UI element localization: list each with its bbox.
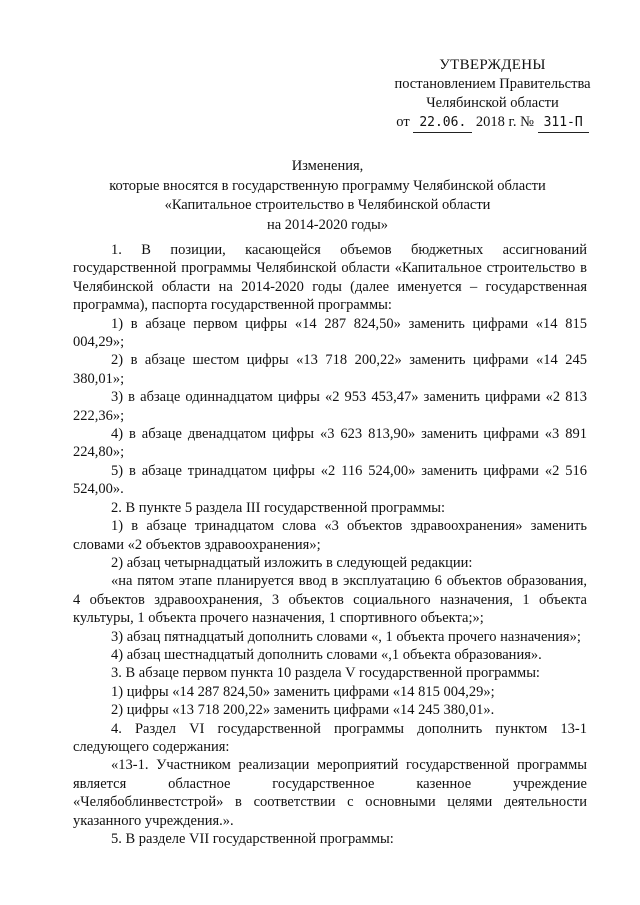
paragraph: «на пятом этапе планируется ввод в эксплуатацию 6 объектов образования, 4 объектов здравоохранения, 3 объектов социального назначения, 1 объекта культуры, 1 объекта прочего назначения, 1 спортивного объекта;»; <box>73 573 587 627</box>
paragraph: 1. В позиции, касающейся объемов бюджетных ассигнований государственной программы Челябинской области «Капитальное строительство в Челябинской области на 2014-2020 годы (далее именуется – государственная программа), паспорта государственной программы: <box>73 242 587 314</box>
paragraph: 2. В пункте 5 раздела III государственной программы: <box>111 499 446 516</box>
heading-line-2: которые вносятся в государственную программу Челябинской области <box>109 177 546 194</box>
paragraph: 5) в абзаце тринадцатом цифры «2 116 524,00» заменить цифрами «2 516 524,00». <box>73 462 587 498</box>
paragraph: 4. Раздел VI государственной программы дополнить пунктом 13-1 следующего содержания: <box>73 720 587 755</box>
paragraph: 2) абзац четырнадцатый изложить в следующей редакции: <box>111 554 473 571</box>
heading-line-3: «Капитальное строительство в Челябинской области <box>164 197 491 213</box>
paragraph: 3) абзац пятнадцатый дополнить словами «, 1 объекта прочего назначения»; <box>111 628 581 645</box>
document-heading <box>70 157 585 235</box>
document-body <box>73 241 587 848</box>
approval-number: 311-П <box>538 113 589 133</box>
paragraph: 3. В абзаце первом пункта 10 раздела V государственной программы: <box>111 665 540 682</box>
heading-line-1: Изменения, <box>291 158 364 174</box>
date-prefix: от <box>396 114 410 130</box>
approval-stamp <box>380 56 605 133</box>
approval-title: УТВЕРЖДЕНЫ <box>439 57 546 73</box>
approval-line-1: постановлением Правительства <box>394 76 591 92</box>
approval-date: 22.06. <box>413 113 472 133</box>
paragraph: 2) в абзаце шестом цифры «13 718 200,22» заменить цифрами «14 245 380,01»; <box>73 352 587 387</box>
paragraph: 2) цифры «13 718 200,22» заменить цифрами «14 245 380,01». <box>111 702 495 719</box>
paragraph: 4) в абзаце двенадцатом цифры «3 623 813,90» заменить цифрами «3 891 224,80»; <box>73 426 587 461</box>
paragraph: 1) в абзаце первом цифры «14 287 824,50» заменить цифрами «14 815 004,29»; <box>73 315 587 351</box>
paragraph: 3) в абзаце одиннадцатом цифры «2 953 453,47» заменить цифрами «2 813 222,36»; <box>73 389 587 424</box>
heading-line-4: на 2014-2020 годы» <box>266 216 389 233</box>
paragraph: 4) абзац шестнадцатый дополнить словами «,1 объекта образования». <box>111 646 542 663</box>
approval-date-line <box>380 113 605 133</box>
paragraph: «13-1. Участником реализации мероприятий государственной программы является областное государственное казенное учреждение «Челябоблинвестстрой» в соответствии с основными целями деятельности указанного учреждения.». <box>73 757 587 829</box>
paragraph: 1) цифры «14 287 824,50» заменить цифрами «14 815 004,29»; <box>111 683 495 700</box>
paragraph: 5. В разделе VII государственной программы: <box>111 831 394 847</box>
approval-year: 2018 г. № <box>475 114 534 130</box>
approval-line-2: Челябинской области <box>426 95 559 111</box>
paragraph: 1) в абзаце тринадцатом слова «3 объектов здравоохранения» заменить словами «2 объектов здравоохранения»; <box>73 518 587 553</box>
